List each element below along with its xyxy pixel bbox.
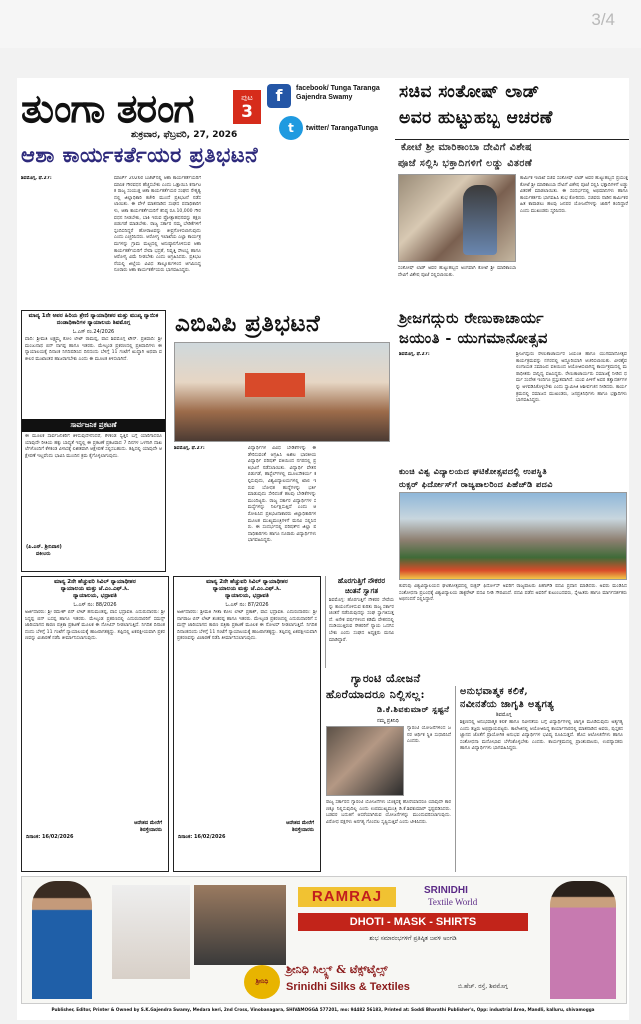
- birthday-subheadline-1: ಕೋಟೆ ಶ್ರೀ ಮಾರಿಕಾಂಬಾ ದೇವಿಗೆ ವಿಶೇಷ: [401, 142, 533, 153]
- asha-headline: ಆಶಾ ಕಾರ್ಯಕರ್ತೆಯರ ಪ್ರತಿಭಟನೆ: [21, 142, 259, 167]
- twitter-handle: twitter/ TarangaTunga: [306, 125, 379, 132]
- guarantee-headline-1: ಗ್ಯಾರಂಟಿ ಯೋಜನೆ: [351, 672, 421, 685]
- page-number-badge: [233, 90, 261, 124]
- asha-body: ಮಾರ್ಚ್ 2026ರ ಬಜೆಟ್‌ನಲ್ಲಿ ಆಶಾ ಕಾರ್ಯಕರ್ತೆಯರಿಗೆ ಮಾಸಿಕ ಗೌರವಧನ ಹೆಚ್ಚಿಸಬೇಕು ಎಂದು ಒತ್ತಾಯಿಸಿ ಕರ್ನಾಟಕ ರಾಜ್ಯ ಸಂಯುಕ್ತ ಆಶಾ ಕಾರ್ಯಕರ್ತೆಯರ ಸಂಘದ ನೇತೃತ್ವದಲ್ಲಿ ಜಿಲ್ಲಾಧಿಕಾರಿ ಕಚೇರಿ ಮುಂದೆ ಪ್ರತಿಭಟನೆ ನಡೆಸಲಾಯಿತು. ಈ ವೇಳೆ ಮಾತನಾಡಿದ ಸಂಘದ ಪದಾಧಿಕಾರಿಗಳು, ಆಶಾ ಕಾರ್ಯಕರ್ತೆಯರಿಗೆ ಕನಿಷ್ಠ ರೂ.10,000 ಗೌರವಧನ ನೀಡಬೇಕು, ಬಾಕಿ ಇರುವ ಪ್ರೋತ್ಸಾಹಧನವನ್ನು ತಕ್ಷಣ ಬಿಡುಗಡೆ ಮಾಡಬೇಕು. ರಾಜ್ಯ ಸರ್ಕಾರ ನಮ್ಮ ಬೇಡಿಕೆಗಳಿಗೆ ಸ್ಪಂದಿಸದಿದ್ದರೆ ಹೋರಾಟವನ್ನು ತೀವ್ರಗೊಳಿಸಲಾಗುವುದು ಎಂದು ಎಚ್ಚರಿಸಿದರು. ಆರೋಗ್ಯ ಇಲಾಖೆಯ ಎಲ್ಲಾ ಕಾರ್ಯಕ್ರಮಗಳನ್ನು ಗ್ರಾಮ ಮಟ್ಟದಲ್ಲಿ ಅನುಷ್ಠಾನಗೊಳಿಸುವ ಆಶಾ ಕಾರ್ಯಕರ್ತೆಯರಿಗೆ ಸೇವಾ ಭದ್ರತೆ, ನಿವೃತ್ತಿ ಸೌಲಭ್ಯ ಹಾಗೂ ಆರೋಗ್ಯ ವಿಮೆ ನೀಡಬೇಕು ಎಂದು ಆಗ್ರಹಿಸಿದರು. ಪ್ರತಿಭಟನೆಯಲ್ಲಿ ಜಿಲ್ಲೆಯ ವಿವಿಧ ತಾಲ್ಲೂಕುಗಳಿಂದ ಆಗಮಿಸಿದ್ದ ನೂರಾರು ಆಶಾ ಕಾರ್ಯಕರ್ತೆಯರು ಭಾಗವಹಿಸಿದ್ದರು.: [114, 176, 201, 274]
- court-notice-2-sign-1: ಆದೇಶದ ಮೇರೆಗೆ: [133, 820, 162, 826]
- newspaper-page: [17, 78, 629, 1020]
- model-left: [32, 881, 92, 999]
- court-notice-3-sign-2: ಶಿರಸ್ತೇದಾರರು: [292, 827, 314, 833]
- court-notice-3-body: ಅರ್ಜಿದಾರರು: ಶ್ರೀಮತಿ ಗೀತಾ ಕೋಂ ಲೇಟ್ ಪ್ರಕಾಶ್, ವಾಸ ಭದ್ರಾವತಿ. ಎದುರುದಾರರು: ಶ್ರೀ ನಾಗರಾಜ ಬಿನ್ ಲೇಟ್ ಶಂಕರಪ್ಪ ಹಾಗೂ ಇತರರು. ಮೇಲ್ಕಂಡ ಪ್ರಕರಣದಲ್ಲಿ ಎದುರುದಾರರಿಗೆ ಸಮನ್ಸ್ ಜಾರಿಯಾಗದ ಕಾರಣ ಪತ್ರಿಕಾ ಪ್ರಕಟಣೆ ಮೂಲಕ ಈ ನೋಟಿಸ್ ನೀಡಲಾಗುತ್ತಿದೆ. ನಿಗದಿತ ದಿನಾಂಕದಂದು ಬೆಳಿಗ್ಗೆ 11 ಗಂಟೆಗೆ ನ್ಯಾಯಾಲಯಕ್ಕೆ ಹಾಜರಾಗತಕ್ಕದ್ದು. ತಪ್ಪಿದಲ್ಲಿ ಏಕಪಕ್ಷೀಯವಾಗಿ ಪ್ರಕರಣವನ್ನು ವಿಚಾರಣೆ ನಡೆಸಿ ತೀರ್ಮಾನಿಸಲಾಗುವುದು.: [177, 610, 317, 642]
- phd-headline-2: ರುಕ್ಸರ್ ಫಿರ್ದೋಸ್‌ಗೆ ರಾಜ್ಯಪಾಲರಿಂದ ಪಿಹೆಚ್‌ಡಿ ಪದವಿ: [399, 479, 553, 489]
- birthday-headline-1: ಸಚಿವ ಸಂತೋಷ್ ಲಾಡ್: [399, 82, 540, 102]
- court-notice-1-body: ವಾದಿ: ಶ್ರೀಮತಿ ಲಕ್ಷ್ಮಮ್ಮ ಕೋಂ ಲೇಟ್ ರಾಮಪ್ಪ, ವಾಸ ಶಿವಮೊಗ್ಗ ಟೌನ್. ಪ್ರತಿವಾದಿ: ಶ್ರೀ ಮಂಜುನಾಥ ಬಿನ್ ನಾಗಪ್ಪ ಹಾಗೂ ಇತರರು. ಮೇಲ್ಕಂಡ ಪ್ರಕರಣದಲ್ಲಿ ಪ್ರತಿವಾದಿಗಳು ಈ ನ್ಯಾಯಾಲಯಕ್ಕೆ ದಿನಾಂಕ ನಿಗದಿಪಡಿಸಿದ ದಿನದಂದು ಬೆಳಿಗ್ಗೆ 11 ಗಂಟೆಗೆ ಖುದ್ದಾಗಿ ಅಥವಾ ವಕೀಲರ ಮುಖಾಂತರ ಹಾಜರಾಗಬೇಕು ಎಂದು ಈ ಮೂಲಕ ತಿಳಿಸಲಾಗಿದೆ.: [25, 337, 162, 362]
- page-number: 3: [241, 102, 253, 122]
- court-notice-3-case: ಓ.ಎಸ್ ನಂ: 87/2026: [225, 602, 269, 608]
- asha-dateline: ಶಿವಮೊಗ್ಗ, ಫೆ.27:: [21, 176, 52, 181]
- twitter-icon: t: [279, 116, 303, 140]
- viewer-toolbar: [0, 0, 641, 48]
- abvp-headline: ಎಬಿವಿಪಿ ಪ್ರತಿಭಟನೆ: [175, 310, 321, 337]
- facebook-handle: facebook/ Tunga Taranga Gajendra Swamy: [296, 85, 380, 101]
- court-notice-1-case: ಓ.ಎಸ್ ನಂ.24/2026: [72, 329, 115, 335]
- learning-body: ಶಿಕ್ಷಣದಲ್ಲಿ ಅನುಭವಾತ್ಮಕ ಕಲಿಕೆ ಹಾಗೂ ನವೀನತೆಯ ಬಗ್ಗೆ ವಿದ್ಯಾರ್ಥಿಗಳಲ್ಲಿ ಜಾಗೃತಿ ಮೂಡಿಸುವುದು ಅತ್ಯಗತ್ಯ ಎಂದು ತಜ್ಞರು ಅಭಿಪ್ರಾಯಪಟ್ಟರು. ಕಾಲೇಜಿನಲ್ಲಿ ಆಯೋಜಿಸಿದ್ದ ಕಾರ್ಯಾಗಾರದಲ್ಲಿ ಮಾತನಾಡಿದ ಅವರು, ಪುಸ್ತಕದ ಜ್ಞಾನದ ಜೊತೆಗೆ ಪ್ರಾಯೋಗಿಕ ಅನುಭವ ವಿದ್ಯಾರ್ಥಿಗಳ ಭವಿಷ್ಯ ರೂಪಿಸುತ್ತದೆ. ಹೊಸ ಆಲೋಚನೆಗಳು ಹಾಗೂ ಸಂಶೋಧನಾ ಮನೋಭಾವ ಬೆಳೆಸಿಕೊಳ್ಳಬೇಕು ಎಂದರು. ಕಾರ್ಯಕ್ರಮದಲ್ಲಿ ಪ್ರಾಂಶುಪಾಲರು, ಉಪನ್ಯಾಸಕರು ಹಾಗೂ ವಿದ್ಯಾರ್ಥಿಗಳು ಭಾಗವಹಿಸಿದ್ದರು.: [460, 720, 623, 752]
- public-notice-title: ಸಾರ್ವಜನಿಕ ಪ್ರಕಟಣೆ: [22, 419, 165, 432]
- renuka-headline-1: ಶ್ರೀಜಗದ್ಗುರು ರೇಣುಕಾಚಾರ್ಯ: [399, 310, 545, 327]
- srinidhi-brand: SRINIDHI: [424, 885, 468, 896]
- srinidhi-logo: ಶ್ರೀನಿಧಿ: [244, 965, 280, 999]
- court-notice-2-date: ದಿನಾಂಕ: 16/02/2026: [26, 834, 74, 840]
- court-notice-2: [21, 576, 169, 872]
- court-notice-3-sign-1: ಆದೇಶದ ಮೇರೆಗೆ: [285, 820, 314, 826]
- court-notice-1: [21, 310, 166, 572]
- court-notice-1-title-1: ಮಾನ್ಯ 1ನೇ ಅಪರ ಹಿರಿಯ ಶ್ರೇಣಿ ನ್ಯಾಯಾಧೀಶರ ಮತ್ತು ಮುಖ್ಯ ನ್ಯಾಯಿಕ: [28, 313, 159, 319]
- asha-article: [21, 176, 387, 308]
- court-notice-2-title-3: ನ್ಯಾಯಾಲಯ, ಭದ್ರಾವತಿ: [73, 593, 117, 599]
- masks-display: [112, 885, 190, 979]
- shop-name-english: Srinidhi Silks & Textiles: [286, 981, 410, 993]
- learning-story: [455, 686, 627, 872]
- abvp-article: [174, 446, 390, 572]
- public-notice-body: ಈ ಮೂಲಕ ಸಾರ್ವಜನಿಕರಿಗೆ ತಿಳಿಸುವುದೇನೆಂದರೆ, ಕೆಳಕಂಡ ಸ್ವತ್ತಿನ ಬಗ್ಗೆ ಯಾರಿಗಾದರೂ ಯಾವುದೇ ರೀತಿಯ ಹಕ್ಕು ಬಾಧ್ಯತೆ ಇದ್ದಲ್ಲಿ ಈ ಪ್ರಕಟಣೆ ಪ್ರಕಟವಾದ 7 ದಿನಗಳ ಒಳಗಾಗಿ ದಾಖಲೆಗಳೊಂದಿಗೆ ಕೆಳಕಂಡ ವಿಳಾಸಕ್ಕೆ ಲಿಖಿತವಾಗಿ ಆಕ್ಷೇಪಣೆ ಸಲ್ಲಿಸಬಹುದು. ತಪ್ಪಿದಲ್ಲಿ ಯಾವುದೇ ಆಕ್ಷೇಪಣೆ ಇಲ್ಲವೆಂದು ಭಾವಿಸಿ ಮುಂದಿನ ಕ್ರಮ ಕೈಗೊಳ್ಳಲಾಗುವುದು.: [25, 434, 162, 459]
- court-notice-1-title-2: ದಂಡಾಧಿಕಾರಿಗಳ ನ್ಯಾಯಾಲಯ ಶಿವಮೊಗ್ಗ: [56, 320, 131, 326]
- court-notice-3: [173, 576, 321, 872]
- page-indicator: 3/4: [591, 10, 615, 29]
- learning-byline: ಶಿವಮೊಗ್ಗ: [496, 712, 512, 718]
- guarantee-headline-3: ಡಿ.ಕೆ.ಶಿವಕುಮಾರ್ ಸ್ಪಷ್ಟನೆ: [377, 704, 450, 714]
- birthday-body: ಕಾರ್ಮಿಕ ಇಲಾಖೆ ಸಚಿವ ಸಂತೋಷ್ ಲಾಡ್ ಅವರ ಹುಟ್ಟುಹಬ್ಬದ ಪ್ರಯುಕ್ತ ಕೋಟೆ ಶ್ರೀ ಮಾರಿಕಾಂಬಾ ದೇವಿಗೆ ವಿಶೇಷ ಪೂಜೆ ಸಲ್ಲಿಸಿ ಭಕ್ತಾದಿಗಳಿಗೆ ಲಡ್ಡು ವಿತರಣೆ ಮಾಡಲಾಯಿತು. ಈ ಸಂದರ್ಭದಲ್ಲಿ ಅಭಿಮಾನಿಗಳು ಹಾಗೂ ಕಾರ್ಯಕರ್ತರು ಭಾಗವಹಿಸಿ ಶುಭ ಕೋರಿದರು. ಸಚಿವರು ನಾಡಿನ ಕಾರ್ಮಿಕರ ಹಿತ ಕಾಪಾಡಲು ಹಲವು ಜನಪರ ಯೋಜನೆಗಳನ್ನು ಜಾರಿಗೆ ತಂದಿದ್ದಾರೆ ಎಂದು ಮುಖಂಡರು ಸ್ಮರಿಸಿದರು.: [520, 176, 628, 214]
- masthead: ತುಂಗಾ ತರಂಗ: [21, 86, 194, 132]
- birthday-headline-2: ಅವರ ಹುಟ್ಟುಹಬ್ಬ ಆಚರಣೆ: [399, 108, 553, 128]
- renuka-dateline: ಶಿವಮೊಗ್ಗ, ಫೆ.27:: [399, 352, 430, 357]
- outsourcing-body: ಶಿವಮೊಗ್ಗ: ಹೊರಗುತ್ತಿಗೆ ನೌಕರರ ಸೇವೆಯನ್ನು ಕಾಯಂಗೊಳಿಸುವ ಕುರಿತು ರಾಜ್ಯ ಸರ್ಕಾರ ಚಿಂತನೆ ನಡೆಸಿರುವುದನ್ನು ಸಂಘ ಸ್ವಾಗತಿಸುತ್ತದೆ. ಅನೇಕ ವರ್ಷಗಳಿಂದ ಕಡಿಮೆ ವೇತನದಲ್ಲಿ ದುಡಿಯುತ್ತಿರುವ ನೌಕರರಿಗೆ ನ್ಯಾಯ ಒದಗಿಸಬೇಕು ಎಂದು ಸಂಘದ ಅಧ್ಯಕ್ಷರು ಮನವಿ ಮಾಡಿದ್ದಾರೆ.: [329, 598, 394, 643]
- ramraj-logo: RAMRAJ: [298, 887, 396, 907]
- person-shape: [463, 185, 497, 255]
- page-label: ಪುಟ: [241, 93, 253, 102]
- advocate-role: ವಕೀಲರು: [36, 551, 51, 557]
- renuka-body: ಶ್ರೀಜಗದ್ಗುರು ರೇಣುಕಾಚಾರ್ಯರ ಜಯಂತಿ ಹಾಗೂ ಯುಗಮಾನೋತ್ಸವ ಕಾರ್ಯಕ್ರಮವನ್ನು ನಗರದಲ್ಲಿ ಅದ್ದೂರಿಯಾಗಿ ಆಚರಿಸಲಾಯಿತು. ವೀರಶೈವ ಲಿಂಗಾಯತ ಸಮಾಜದ ವತಿಯಿಂದ ಆಯೋಜಿಸಲಾಗಿದ್ದ ಕಾರ್ಯಕ್ರಮದಲ್ಲಿ ಮಠಾಧೀಶರು ಸಾನ್ನಿಧ್ಯ ವಹಿಸಿದ್ದರು. ರೇಣುಕಾಚಾರ್ಯರು ಸಮಾಜಕ್ಕೆ ನೀಡಿದ ಧರ್ಮ ಸಂದೇಶ ಇಂದಿಗೂ ಪ್ರಸ್ತುತವಾಗಿದೆ. ಯುವ ಪೀಳಿಗೆ ಅವರ ತತ್ವಾದರ್ಶಗಳನ್ನು ಅಳವಡಿಸಿಕೊಳ್ಳಬೇಕು ಎಂದು ಸ್ವಾಮೀಜಿ ಆಶೀರ್ವಚನ ನೀಡಿದರು. ಕಾರ್ಯಕ್ರಮದಲ್ಲಿ ಸಮಾಜದ ಮುಖಂಡರು, ಜನಪ್ರತಿನಿಧಿಗಳು ಹಾಗೂ ಭಕ್ತಾದಿಗಳು ಭಾಗವಹಿಸಿದ್ದರು.: [516, 352, 627, 404]
- convocation-photo: [399, 492, 627, 580]
- court-notice-2-body: ಅರ್ಜಿದಾರರು: ಶ್ರೀ ರಮೇಶ್ ಬಿನ್ ಲೇಟ್ ಹನುಮಂತಪ್ಪ, ವಾಸ ಭದ್ರಾವತಿ. ಎದುರುದಾರರು: ಶ್ರೀ ಸಿದ್ದಪ್ಪ ಬಿನ್ ಬಸಪ್ಪ ಹಾಗೂ ಇತರರು. ಮೇಲ್ಕಂಡ ಪ್ರಕರಣದಲ್ಲಿ ಎದುರುದಾರರಿಗೆ ಸಮನ್ಸ್ ಜಾರಿಯಾಗದ ಕಾರಣ ಪತ್ರಿಕಾ ಪ್ರಕಟಣೆ ಮೂಲಕ ಈ ನೋಟಿಸ್ ನೀಡಲಾಗುತ್ತಿದೆ. ನಿಗದಿತ ದಿನಾಂಕದಂದು ಬೆಳಿಗ್ಗೆ 11 ಗಂಟೆಗೆ ನ್ಯಾಯಾಲಯಕ್ಕೆ ಹಾಜರಾಗತಕ್ಕದ್ದು. ತಪ್ಪಿದಲ್ಲಿ ಏಕಪಕ್ಷೀಯವಾಗಿ ಪ್ರಕರಣವನ್ನು ವಿಚಾರಣೆ ನಡೆಸಿ ತೀರ್ಮಾನಿಸಲಾಗುವುದು.: [25, 610, 165, 642]
- guarantee-body: ರಾಜ್ಯ ಸರ್ಕಾರದ ಗ್ಯಾರಂಟಿ ಯೋಜನೆಗಳು ಬೊಕ್ಕಸಕ್ಕೆ ಹೊರೆಯಾದರೂ ಯಾವುದೇ ಕಾರಣಕ್ಕೂ ನಿಲ್ಲಿಸುವುದಿಲ್ಲ ಎಂದು ಉಪಮುಖ್ಯಮಂತ್ರಿ ಡಿ.ಕೆ.ಶಿವಕುಮಾರ್ ಸ್ಪಷ್ಟಪಡಿಸಿದರು. ಬಡವರ ಬದುಕಿಗೆ ಆಸರೆಯಾಗಿರುವ ಯೋಜನೆಗಳನ್ನು ಮುಂದುವರಿಸಲಾಗುವುದು. ವಿರೋಧ ಪಕ್ಷಗಳು ಅನಗತ್ಯ ಗೊಂದಲ ಸೃಷ್ಟಿಸುತ್ತಿವೆ ಎಂದು ಟೀಕಿಸಿದರು.: [326, 800, 451, 825]
- model-right: [550, 881, 616, 999]
- shop-address: ಬಿ.ಹೆಚ್. ರಸ್ತೆ, ಶಿವಮೊಗ್ಗ: [458, 983, 508, 990]
- birthday-headline-box: [395, 82, 629, 140]
- court-notice-2-sign-2: ಶಿರಸ್ತೇದಾರರು: [140, 827, 162, 833]
- renuka-article: [399, 352, 627, 462]
- shop-name-kannada: ಶ್ರೀನಿಧಿ ಸಿಲ್ಕ್ಸ್ & ಟೆಕ್ಸ್‌ಟೈಲ್ಸ್: [286, 963, 388, 976]
- birthday-photo: [398, 174, 516, 262]
- outsourcing-story: [325, 576, 397, 668]
- outsourcing-headline-2: ಚಿಂತನೆ ಸ್ವಾಗತ: [344, 586, 379, 595]
- dks-photo: [326, 726, 404, 796]
- srinidhi-advertisement: [21, 876, 627, 1004]
- abvp-photo: [174, 342, 390, 442]
- guarantee-byline: ನಮ್ಮ ಪ್ರತಿನಿಧಿ: [377, 718, 399, 724]
- court-notice-2-case: ಓ.ಎಸ್ ನಂ: 88/2026: [73, 602, 117, 608]
- ad-products: DHOTI - MASK - SHIRTS: [298, 913, 528, 931]
- phd-headline-1: ಕುಂಚಿ ವಿಶ್ವ ವಿದ್ಯಾಲಯದ ಘಟಿಕೋತ್ಸವದಲ್ಲಿ ಉಪಸ್ಥಿತಿ: [399, 466, 548, 476]
- birthday-caption: ಸಂತೋಷ್ ಲಾಡ್ ಅವರ ಹುಟ್ಟುಹಬ್ಬದ ಅಂಗವಾಗಿ ಕೋಟೆ ಶ್ರೀ ಮಾರಿಕಾಂಬಾ ದೇವಿಗೆ ವಿಶೇಷ ಪೂಜೆ ಸಲ್ಲಿಸಲಾಯಿತು.: [398, 266, 516, 278]
- guarantee-side-body: ಗ್ಯಾರಂಟಿ ಯೋಜನೆಗಳಿಂದ ಜನರ ಆರ್ಥಿಕ ಸ್ಥಿತಿ ಸುಧಾರಿಸಿದೆ ಎಂದರು.: [407, 726, 451, 745]
- phd-body: ಕುವೆಂಪು ವಿಶ್ವವಿದ್ಯಾಲಯದ ಘಟಿಕೋತ್ಸವದಲ್ಲಿ ರುಕ್ಸರ್ ಫಿರ್ದೋಸ್ ಅವರಿಗೆ ರಾಜ್ಯಪಾಲರು ಪಿಹೆಚ್‌ಡಿ ಪದವಿ ಪ್ರದಾನ ಮಾಡಿದರು. ಅವರು ಮಂಡಿಸಿದ ಸಂಶೋಧನಾ ಪ್ರಬಂಧಕ್ಕೆ ವಿಶ್ವವಿದ್ಯಾಲಯ ಡಾಕ್ಟರೇಟ್ ಪದವಿ ನೀಡಿ ಗೌರವಿಸಿದೆ. ಪದವಿ ಪಡೆದ ಅವರಿಗೆ ಕುಟುಂಬದವರು, ಸ್ನೇಹಿತರು ಹಾಗೂ ಮಾರ್ಗದರ್ಶಕರು ಅಭಿನಂದನೆ ಸಲ್ಲಿಸಿದ್ದಾರೆ.: [399, 584, 627, 603]
- issue-date: ಶುಕ್ರವಾರ, ಫೆಬ್ರವರಿ, 27, 2026: [131, 130, 238, 140]
- advocate-name: (ಪಿ.ಎನ್. ಶ್ರೀನಿವಾಸ): [26, 544, 62, 550]
- outsourcing-headline-1: ಹೊರಗುತ್ತಿಗೆ ನೌಕರರ: [337, 576, 386, 585]
- protest-banner-shape: [245, 373, 305, 397]
- court-notice-2-title-2: ನ್ಯಾಯಾಲಯ ಮತ್ತು ಜೆ.ಎಂ.ಎಫ್.ಸಿ.: [60, 586, 130, 592]
- birthday-subheadline-2: ಪೂಜೆ ಸಲ್ಲಿಸಿ ಭಕ್ತಾದಿಗಳಿಗೆ ಲಡ್ಡು ವಿತರಣೆ: [398, 158, 533, 169]
- court-notice-2-title-1: ಮಾನ್ಯ 2ನೇ ಹೆಚ್ಚುವರಿ ಸಿವಿಲ್ ನ್ಯಾಯಾಧೀಶರ: [54, 579, 136, 585]
- court-notice-3-date: ದಿನಾಂಕ: 16/02/2026: [178, 834, 226, 840]
- abvp-dateline: ಶಿವಮೊಗ್ಗ, ಫೆ.27:: [174, 446, 205, 451]
- court-notice-3-title-3: ನ್ಯಾಯಾಲಯ, ಭದ್ರಾವತಿ: [225, 593, 269, 599]
- mask-model: [194, 885, 286, 965]
- abvp-body: ವಿದ್ಯಾರ್ಥಿಗಳ ವಿವಿಧ ಬೇಡಿಕೆಗಳನ್ನು ಈಡೇರಿಸುವಂತೆ ಆಗ್ರಹಿಸಿ ಅಖಿಲ ಭಾರತೀಯ ವಿದ್ಯಾರ್ಥಿ ಪರಿಷತ್ ವತಿಯಿಂದ ನಗರದಲ್ಲಿ ಪ್ರತಿಭಟನೆ ನಡೆಸಲಾಯಿತು. ವಿದ್ಯಾರ್ಥಿ ವೇತನ ಬಿಡುಗಡೆ, ಹಾಸ್ಟೆಲ್‌ಗಳಲ್ಲಿ ಮೂಲಸೌಕರ್ಯ ಕಲ್ಪಿಸುವುದು, ವಿಶ್ವವಿದ್ಯಾಲಯಗಳಲ್ಲಿ ಖಾಲಿ ಇರುವ ಬೋಧಕ ಹುದ್ದೆಗಳನ್ನು ಭರ್ತಿ ಮಾಡುವುದು ಸೇರಿದಂತೆ ಹಲವು ಬೇಡಿಕೆಗಳನ್ನು ಮುಂದಿಟ್ಟರು. ರಾಜ್ಯ ಸರ್ಕಾರ ವಿದ್ಯಾರ್ಥಿಗಳ ಸಮಸ್ಯೆಗಳನ್ನು ನಿರ್ಲಕ್ಷಿಸುತ್ತಿದೆ ಎಂದು ಆರೋಪಿಸಿದ ಪ್ರತಿಭಟನಾಕಾರರು ಜಿಲ್ಲಾಧಿಕಾರಿಗಳ ಮೂಲಕ ಮುಖ್ಯಮಂತ್ರಿಗಳಿಗೆ ಮನವಿ ಸಲ್ಲಿಸಿದರು. ಈ ಸಂದರ್ಭದಲ್ಲಿ ಪರಿಷತ್‌ನ ಜಿಲ್ಲಾ ಪದಾಧಿಕಾರಿಗಳು ಹಾಗೂ ನೂರಾರು ವಿದ್ಯಾರ್ಥಿಗಳು ಭಾಗವಹಿಸಿದ್ದರು.: [247, 446, 317, 544]
- court-notice-3-title-2: ನ್ಯಾಯಾಲಯ ಮತ್ತು ಜೆ.ಎಂ.ಎಫ್.ಸಿ.: [212, 586, 282, 592]
- guarantee-headline-2: ಹೊರೆಯಾದರೂ ನಿಲ್ಲಿಸಲ್ಲ:: [326, 688, 426, 701]
- ad-tagline: ಶುಭ ಸಮಾರಂಭಗಳಿಗೆ ಪ್ರತಿಷ್ಠಿತ ಜವಳಿ ಅಂಗಡಿ: [369, 935, 457, 942]
- learning-headline-2: ನವೀನತೆಯ ಜಾಗೃತಿ ಅತ್ಯಗತ್ಯ: [460, 699, 555, 710]
- court-notice-3-title-1: ಮಾನ್ಯ 2ನೇ ಹೆಚ್ಚುವರಿ ಸಿವಿಲ್ ನ್ಯಾಯಾಧೀಶರ: [206, 579, 288, 585]
- learning-headline-1: ಅನುಭವಾತ್ಮಕ ಕಲಿಕೆ,: [460, 686, 529, 697]
- imprint-footer: Publisher, Editor, Printer & Owned by S.K.Gajendra Swamy, Medara keri, 2nd Cross, Vinobanagara, SHIVAMOGGA 577201, mo: 94482 56183, Printed at: Soddi Bharathi Publisher's, Opp: industrial Area, Mandli, kalluru, shivamogga: [51, 1007, 595, 1012]
- facebook-icon: f: [267, 84, 291, 108]
- textile-world: Textile World: [428, 897, 478, 907]
- renuka-headline-2: ಜಯಂತಿ - ಯುಗಮಾನೋತ್ಸವ: [399, 330, 548, 347]
